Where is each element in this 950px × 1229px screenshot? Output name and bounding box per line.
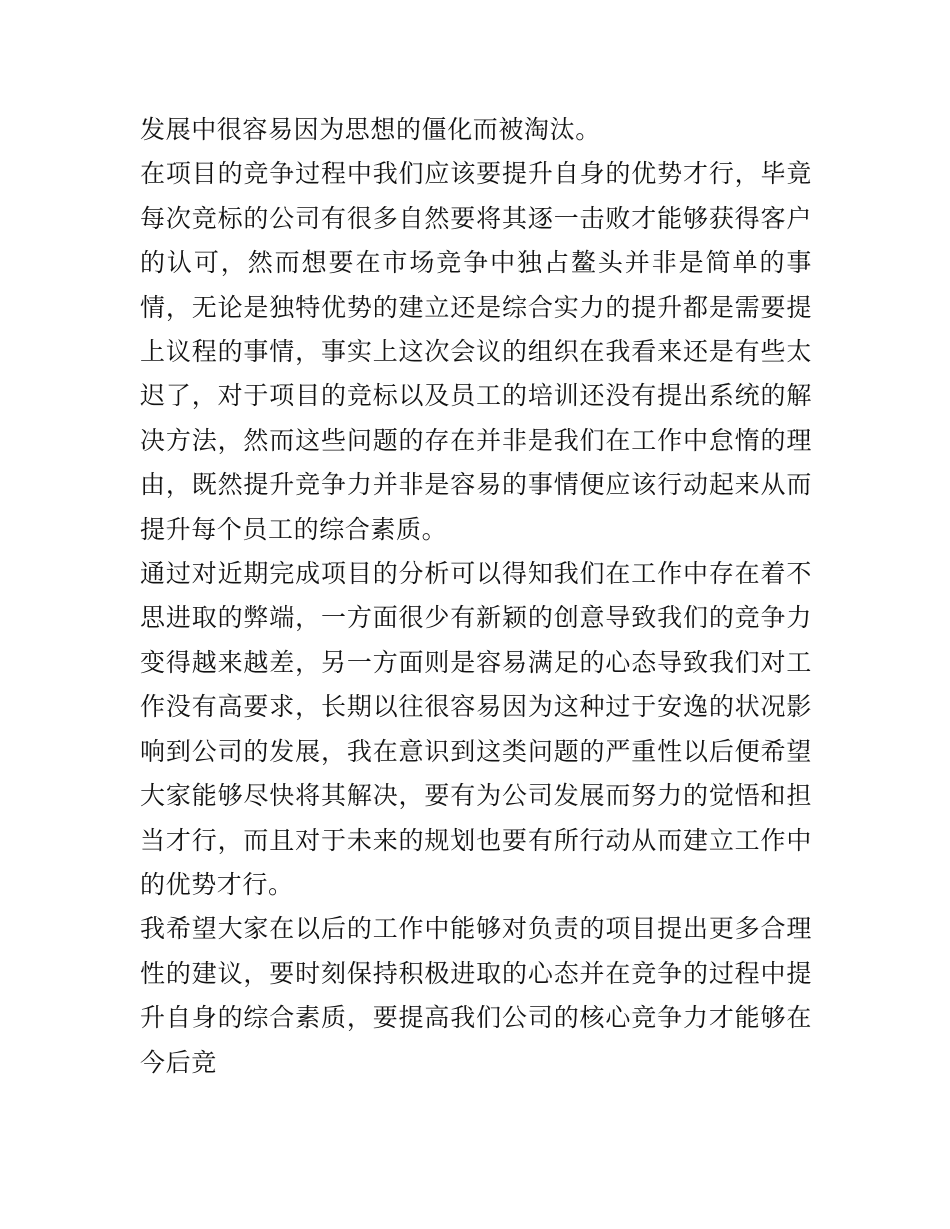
document-body: [140, 108, 812, 1085]
paragraph-3: 通过对近期完成项目的分析可以得知我们在工作中存在着不思进取的弊端，一方面很少有新颖的创意导致我们的竞争力变得越来越差，另一方面则是容易满足的心态导致我们对工作没有高要求，长期以往很容易因为这种过于安逸的状况影响到公司的发展，我在意识到这类问题的严重性以后便希望大家能够尽快将其解决，要有为公司发展而努力的觉悟和担当才行，而且对于未来的规划也要有所行动从而建立工作中的优势才行。: [140, 559, 812, 899]
paragraph-4: 我希望大家在以后的工作中能够对负责的项目提出更多合理性的建议，要时刻保持积极进取的心态并在竞争的过程中提升自身的综合素质，要提高我们公司的核心竞争力才能够在今后竞: [140, 914, 812, 1077]
paragraph-1: 发展中很容易因为思想的僵化而被淘汰。: [140, 115, 601, 144]
paragraph-2: 在项目的竞争过程中我们应该要提升自身的优势才行，毕竟每次竞标的公司有很多自然要将其逐一击败才能够获得客户的认可，然而想要在市场竞争中独占鳌头并非是简单的事情，无论是独特优势的建立还是综合实力的提升都是需要提上议程的事情，事实上这次会议的组织在我看来还是有些太迟了，对于项目的竞标以及员工的培训还没有提出系统的解决方法，然而这些问题的存在并非是我们在工作中怠惰的理由，既然提升竞争力并非是容易的事情便应该行动起来从而提升每个员工的综合素质。: [140, 159, 812, 544]
